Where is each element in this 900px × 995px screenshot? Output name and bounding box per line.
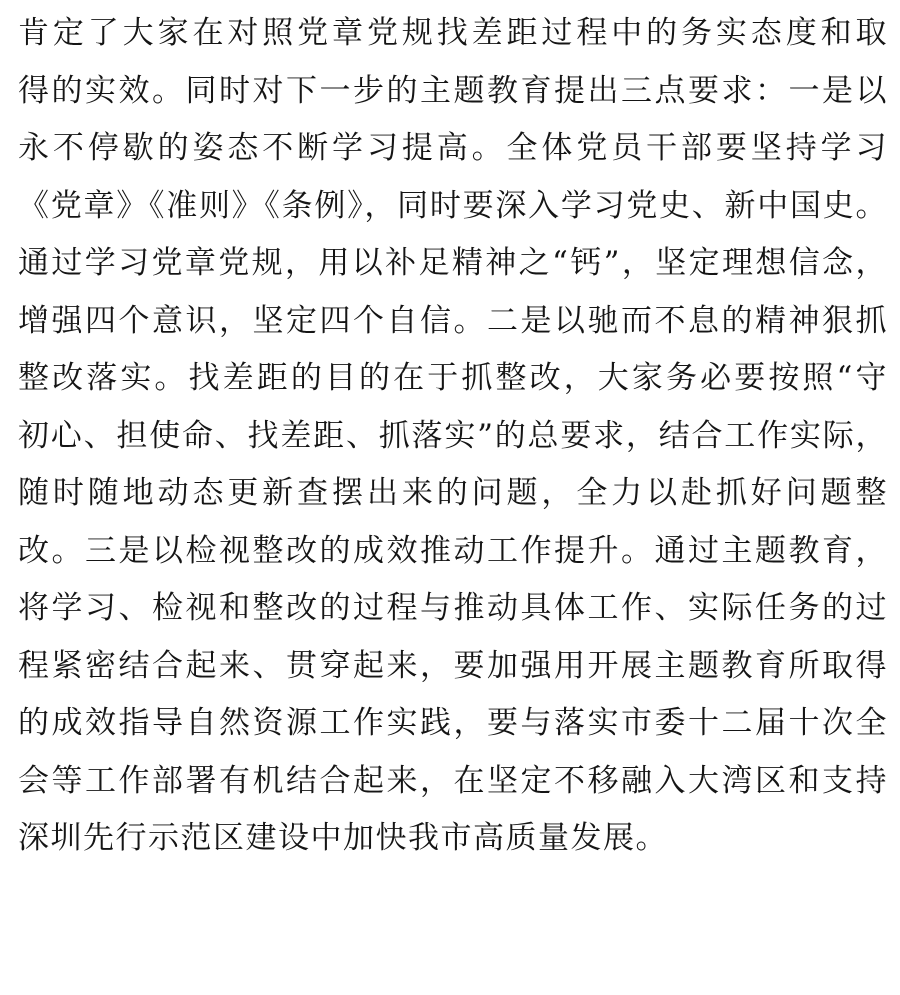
text-line-12: 程紧密结合起来、贯穿起来，要加强用开展主题教育所取得: [18, 647, 888, 684]
text-line-9: 随时随地动态更新查摆出来的问题，全力以赴抓好问题整: [18, 475, 888, 511]
body-paragraph: [18, 5, 888, 868]
text-line-1: 肯定了大家在对照党章党规找差距过程中的务实态度和取: [18, 15, 888, 51]
text-line-4: 《党章》《准则》《条例》，同时要深入学习党史、新中国史。: [18, 187, 888, 224]
text-line-2: 得的实效。同时对下一步的主题教育提出三点要求：一是以: [18, 72, 888, 109]
text-line-11: 将学习、检视和整改的过程与推动具体工作、实际任务的过: [18, 590, 888, 626]
text-line-5: 通过学习党章党规，用以补足精神之“钙”，坚定理想信念，: [18, 245, 888, 281]
text-line-13: 的成效指导自然资源工作实践，要与落实市委十二届十次全: [18, 705, 888, 741]
text-line-8: 初心、担使命、找差距、抓落实”的总要求，结合工作实际，: [18, 417, 888, 454]
text-line-6: 增强四个意识，坚定四个自信。二是以驰而不息的精神狠抓: [18, 302, 888, 339]
text-line-10: 改。三是以检视整改的成效推动工作提升。通过主题教育，: [18, 532, 888, 569]
text-line-3: 永不停歇的姿态不断学习提高。全体党员干部要坚持学习: [18, 130, 888, 166]
text-line-15: 深圳先行示范区建设中加快我市高质量发展。: [18, 820, 668, 856]
text-line-14: 会等工作部署有机结合起来，在坚定不移融入大湾区和支持: [18, 762, 888, 799]
text-line-7: 整改落实。找差距的目的在于抓整改，大家务必要按照“守: [18, 360, 888, 396]
